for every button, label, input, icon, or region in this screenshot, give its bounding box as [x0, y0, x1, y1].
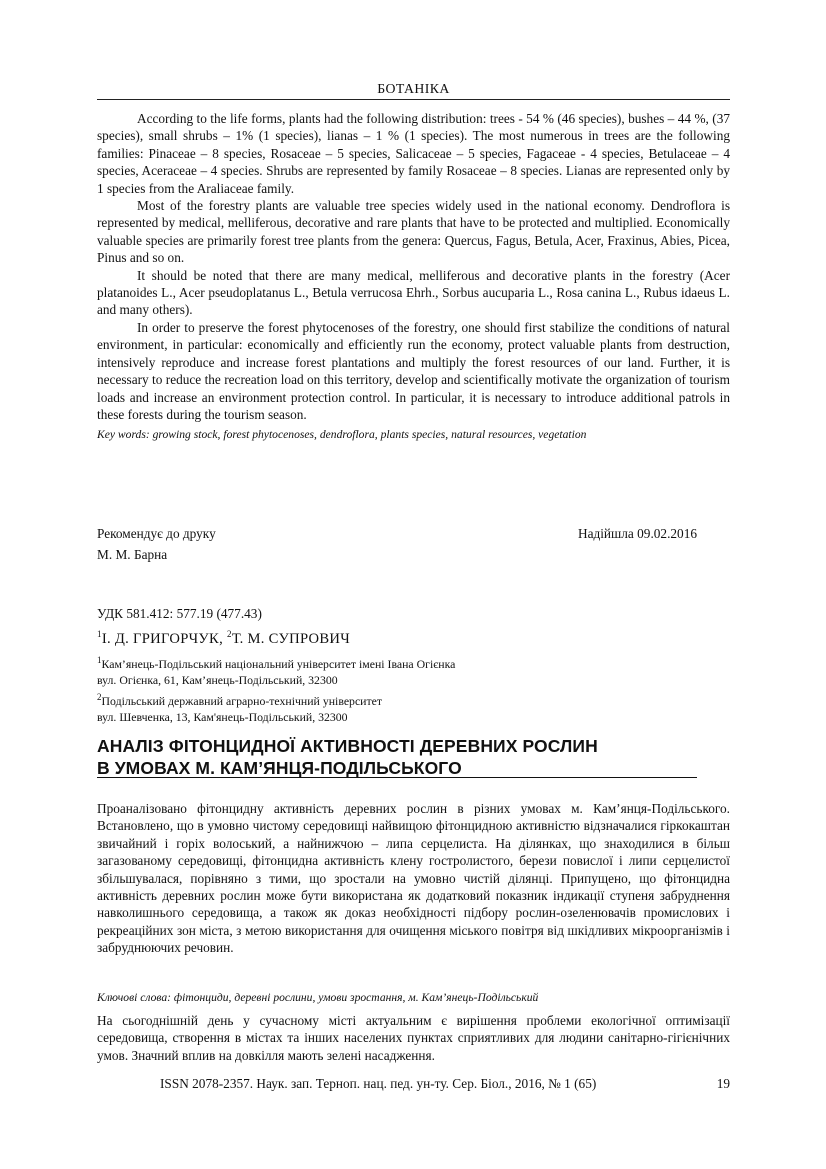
received-date: Надійшла 09.02.2016	[577, 526, 697, 541]
header-rule	[97, 99, 730, 100]
abstract-paragraph: According to the life forms, plants had the following distribution: trees - 54 % (46 species), bushes – 44 %, (37 species), small shrubs – 1% (1 species), lianas – 1 % (1 species). The most numerous in trees are the following families: Pinaceae – 8 species, Rosaceae – 5 species, Salicaceae – 5 species, Fagaceae - 4 species, Betulaceae – 4 species, Aceraceae – 4 species. Shrubs are represented by family Rosaceae – 8 species. Lianas are represented only by 1 species from the Araliaceae family.	[97, 111, 730, 196]
abstract-paragraph: Most of the forestry plants are valuable tree species widely used in the national economy. Dendroflora is represented by medical, melliferous, decorative and rare plants that have to be protected and multiplied. Economically valuable species are primarily forest tree plants from the genera: Quercus, Fagus, Betula, Acer, Fraxinus, Abies, Picea, Pinus and so on.	[97, 198, 730, 266]
ukrainian-keywords: Ключові слова: фітонциди, деревні рослини, умови зростання, м. Кам’янець-Подільський	[97, 991, 539, 1004]
english-abstract	[97, 110, 730, 443]
affiliations	[97, 652, 455, 725]
author-superscript: 2	[227, 629, 232, 639]
recommendation-block	[97, 525, 697, 567]
article-title	[97, 735, 697, 779]
abstract-paragraph: In order to preserve the forest phytocenoses of the forestry, one should first stabilize the conditions of natural environment, in particular: economically and efficiently run the economy, protect valuable plants from destruction, intensively reproduce and increase forest plantations and multiply the forest resources of our land. Further, it is necessary to reduce the recreation load on this territory, develop and scientifically motivate the organization of tourism loads and increase an environment protection control. In particular, it is necessary to introduce additional patrols in these forests during the tourism season.	[97, 319, 730, 422]
running-header: БОТАНІКА	[377, 81, 450, 96]
page-number: 19	[716, 1076, 730, 1091]
body-paragraph: На сьогоднішній день у сучасному місті актуальним є вирішення проблеми екологічної оптимізації середовища, створення в містах та інших населених пунктах сприятливих для людини санітарно-гігієнічних умов. Значний вплив на довкілля мають зелені насадження.	[97, 1013, 730, 1063]
page-footer	[160, 1075, 730, 1092]
article-title-line: В УМОВАХ М. КАМ’ЯНЦЯ-ПОДІЛЬСЬКОГО	[97, 758, 462, 778]
recommender-name: М. М. Барна	[97, 547, 168, 562]
authors-line	[97, 626, 350, 648]
article-title-line: АНАЛІЗ ФІТОНЦИДНОЇ АКТИВНОСТІ ДЕРЕВНИХ РОСЛИН	[97, 736, 598, 756]
author-name: І. Д. ГРИГОРЧУК,	[101, 630, 227, 647]
affiliation-address: вул. Шевченка, 13, Кам'янець-Подільський, 32300	[97, 710, 348, 725]
author-superscript: 1	[97, 629, 102, 639]
udk-code: УДК 581.412: 577.19 (477.43)	[97, 606, 262, 621]
affiliation-superscript: 1	[97, 655, 102, 665]
affiliation-address: вул. Огієнка, 61, Кам’янець-Подільський, 32300	[97, 673, 338, 688]
english-keywords: Key words: growing stock, forest phytocenoses, dendroflora, plants species, natural resources, vegetation	[97, 428, 587, 442]
affiliation-name: Подільський державний аграрно-технічний університет	[101, 693, 383, 708]
article-body	[97, 1012, 730, 1064]
journal-citation: ISSN 2078-2357. Наук. зап. Терноп. нац. пед. ун-ту. Сер. Біол., 2016, № 1 (65)	[160, 1076, 597, 1091]
affiliation-name: Кам’янець-Подільський національний університет імені Івана Огієнка	[101, 656, 456, 671]
abstract-paragraph: It should be noted that there are many medical, melliferous and decorative plants in the forestry (Acer platanoides L., Acer pseudoplatanus L., Betula verrucosa Ehrh., Sorbus aucuparia L., Rosa canina L., Rubus idaeus L. and many others).	[97, 267, 730, 318]
ukrainian-abstract	[97, 800, 730, 957]
title-rule	[97, 777, 697, 778]
author-name: Т. М. СУПРОВИЧ	[231, 630, 351, 647]
affiliation-superscript: 2	[97, 691, 102, 702]
recommendation-label: Рекомендує до друку	[97, 526, 216, 541]
abstract-text: Проаналізовано фітонцидну активність деревних рослин в різних умовах м. Кам’янця-Подільського. Встановлено, що в умовно чистому середовищі найвищою фітонцидною активністю відзначалися гіркокаштан звичайний і горіх волоський, а найнижчою – липа серцелиста. На ділянках, що знаходилися в більш загазованому середовищі, фітонцидна активність клену гостролистого, берези повислої і липи серцелистої збільшувалася, порівняно з тими, що зростали на умовно чистій ділянці. Припущено, що фітонцидна активність деревних рослин може бути використана як додатковий показник індикації ступеня забруднення навколишнього середовища, а також як доказ необхідності підбору рослин-озеленювачів промислових і рекреаційних зон міста, з метою використання для очищення міського повітря від шкідливих мікроорганізмів і забруднюючих речовин.	[97, 801, 730, 956]
